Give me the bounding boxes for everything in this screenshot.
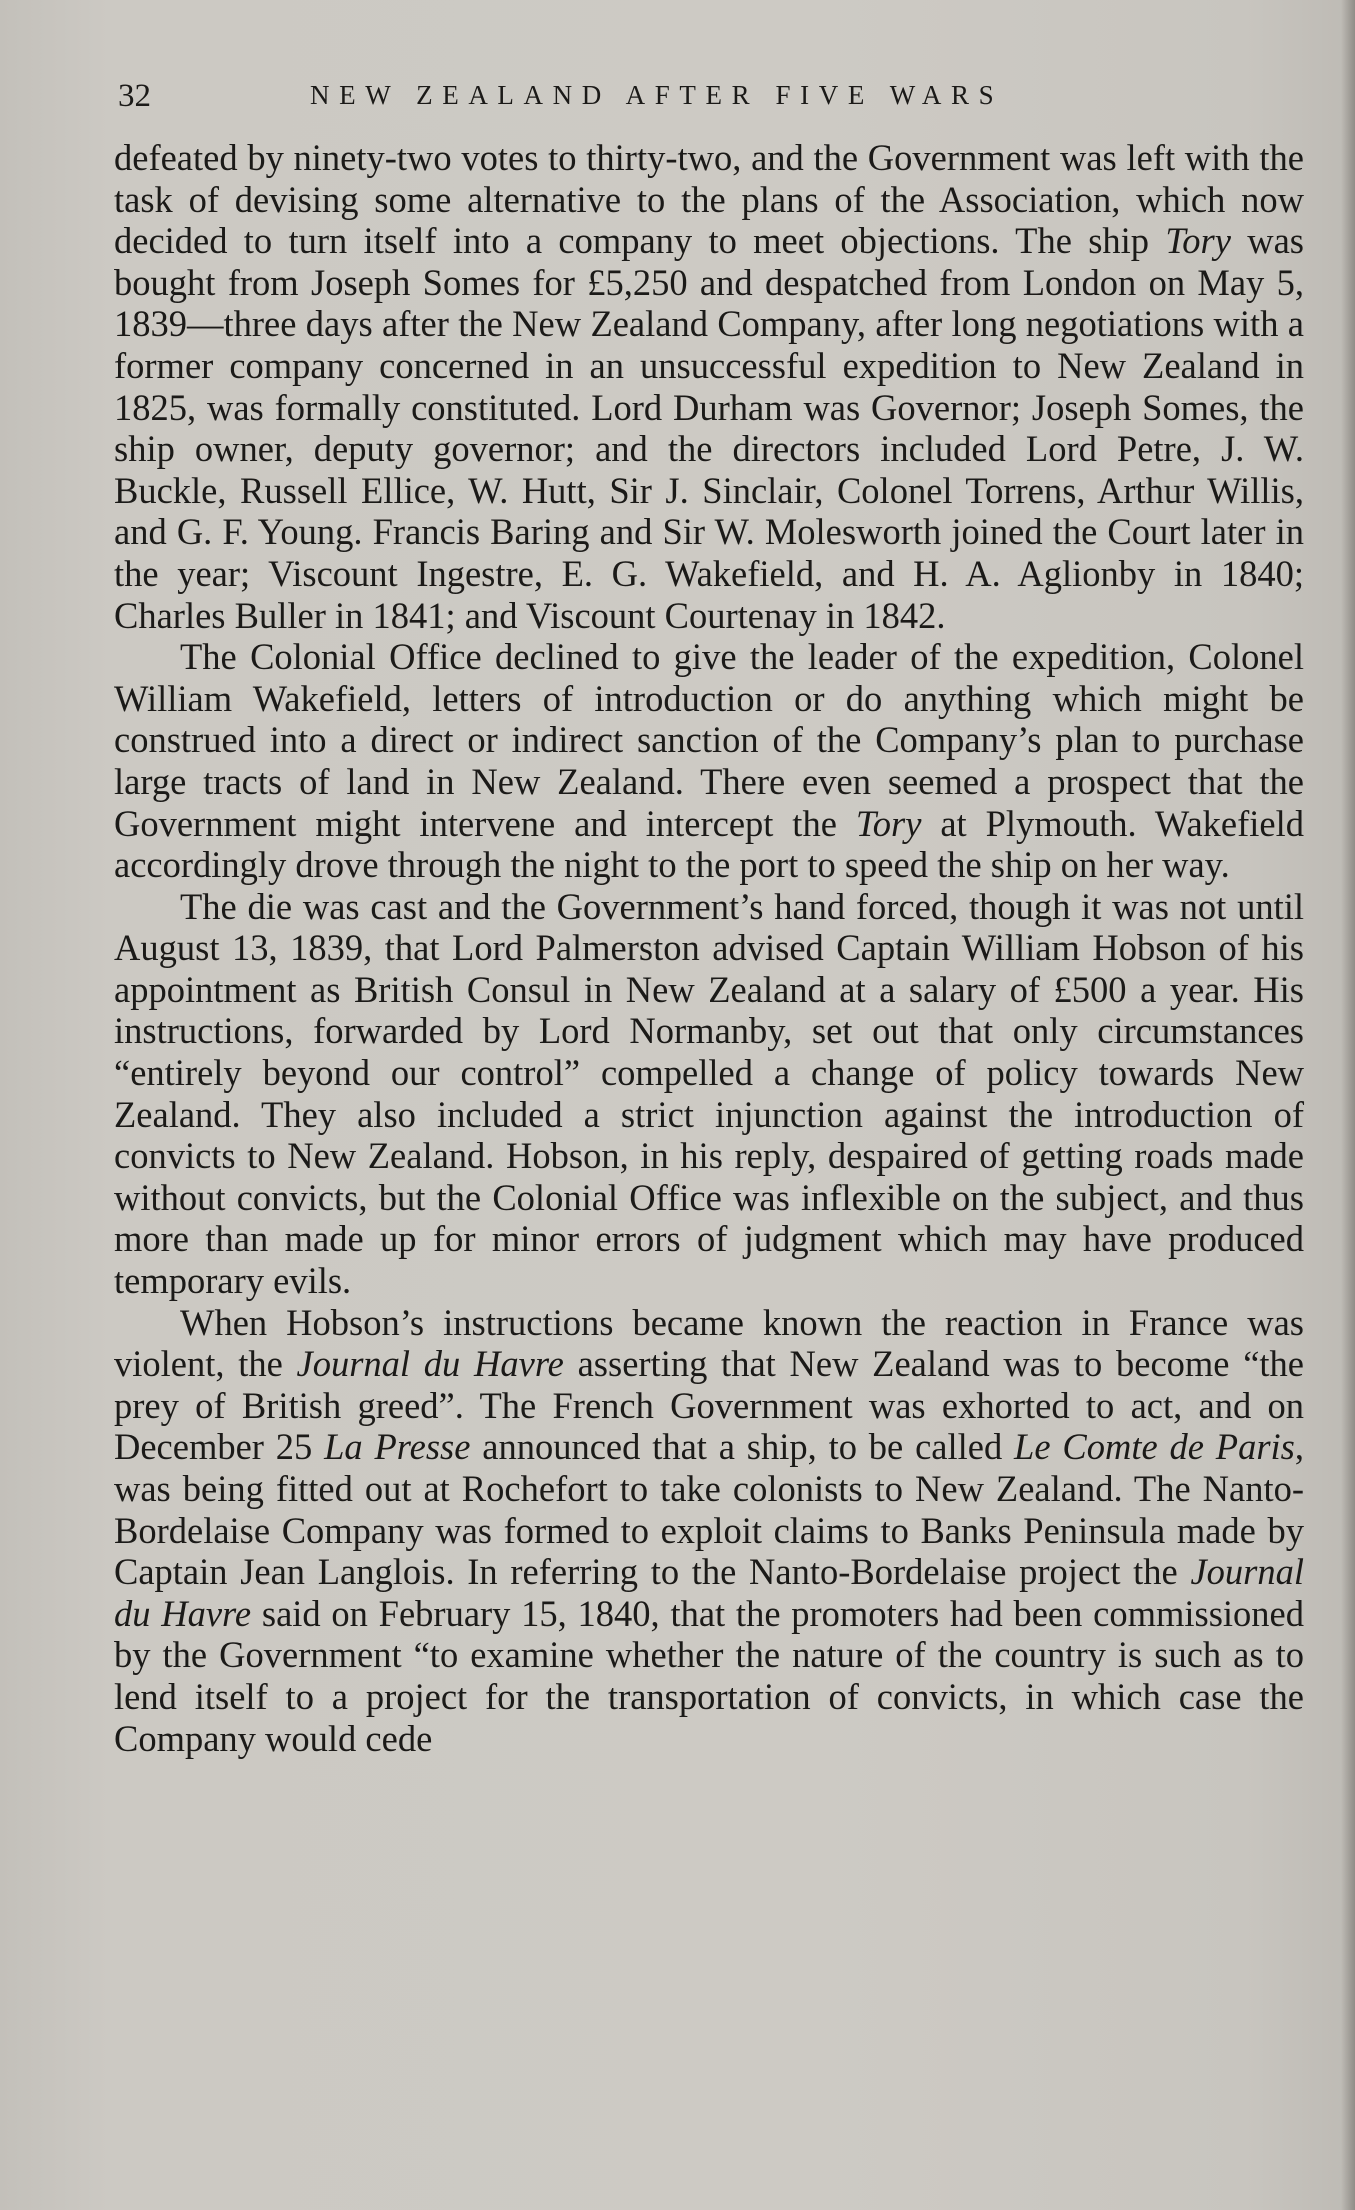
text-run: announced that a ship, to be called <box>470 1426 1015 1468</box>
text-run: , was being fitted out at Rochefort to take colonists to New Zealand. The Nanto-Bordelaise Company was formed to exploit claims to Banks Peninsula made by Captain Jean Langlois. In referring to the Nanto-Bordelaise project the <box>114 1426 1304 1593</box>
italic-title: Tory <box>855 802 922 844</box>
text-run: was bought from Joseph Somes for £5,250 and despatched from London on May 5, 1839—three days after the New Zealand Company, after long negotiations with a former company concerned in an unsuccessful expedition to New Zealand in 1825, was formally constituted. Lord Durham was Governor; Joseph Somes, the ship owner, deputy governor; and the directors included Lord Petre, J. W. Buckle, Russell Ellice, W. Hutt, Sir J. Sinclair, Colonel Torrens, Arthur Willis, and G. F. Young. Francis Baring and Sir W. Molesworth joined the Court later in the year; Viscount Ingestre, E. G. Wakefield, and H. A. Aglionby in 1840; Charles Buller in 1841; and Viscount Courtenay in 1842. <box>114 220 1305 636</box>
running-title: NEW ZEALAND AFTER FIVE WARS <box>310 80 1004 110</box>
text-run: defeated by ninety-two votes to thirty-two, and the Government was left with the task of devising some alternative to the plans of the Association, which now decided to turn itself into a company to meet objections. The ship <box>114 137 1304 262</box>
text-run: When Hobson’s instructions became known the reaction in France was violent, the <box>114 1301 1304 1385</box>
paragraph <box>114 636 1304 886</box>
text-run: The die was cast and the Government’s hand forced, though it was not until August 13, 1839, that Lord Palmerston advised Captain William Hobson of his appointment as British Consul in New Zealand at a salary of £500 a year. His instructions, forwarded by Lord Normanby, set out that only circumstances “entirely beyond our control” compelled a change of policy towards New Zealand. They also included a strict injunction against the introduction of convicts to New Zealand. Hobson, in his reply, despaired of getting roads made without convicts, but the Colonial Office was inflexible on the subject, and thus more than made up for minor errors of judgment which may have produced temporary evils. <box>114 885 1304 1302</box>
body-text <box>114 137 1304 1759</box>
italic-title: Journal du Havre <box>114 1551 1304 1634</box>
text-run: said on February 15, 1840, that the promoters had been commissioned by the Government “to examine whether the nature of the country is such as to lend itself to a project for the transportation of convicts, in which case the Company would cede <box>114 1592 1304 1759</box>
paragraph <box>114 886 1304 1302</box>
page-number: 32 <box>118 78 151 114</box>
running-head <box>118 78 1308 118</box>
text-run: asserting that New Zealand was to become “the prey of British greed”. The French Government was exhorted to act, and on December 25 <box>114 1343 1304 1468</box>
page-edge-shadow <box>1341 0 1355 2210</box>
text-run: The Colonial Office declined to give the leader of the expedition, Colonel William Wakefield, letters of introduction or do anything which might be construed into a direct or indirect sanction of the Company’s plan to purchase large tracts of land in New Zealand. There even seemed a prospect that the Government might intervene and intercept the <box>114 636 1304 844</box>
paragraph <box>114 137 1304 636</box>
italic-title: Tory <box>1165 220 1231 262</box>
paragraph <box>114 1302 1304 1760</box>
italic-title: Journal du Havre <box>296 1343 564 1385</box>
italic-title: Le Comte de Paris <box>1014 1426 1295 1468</box>
text-run: at Plymouth. Wakefield accordingly drove through the night to the port to speed the ship on her way. <box>114 802 1304 886</box>
italic-title: La Presse <box>324 1426 471 1468</box>
